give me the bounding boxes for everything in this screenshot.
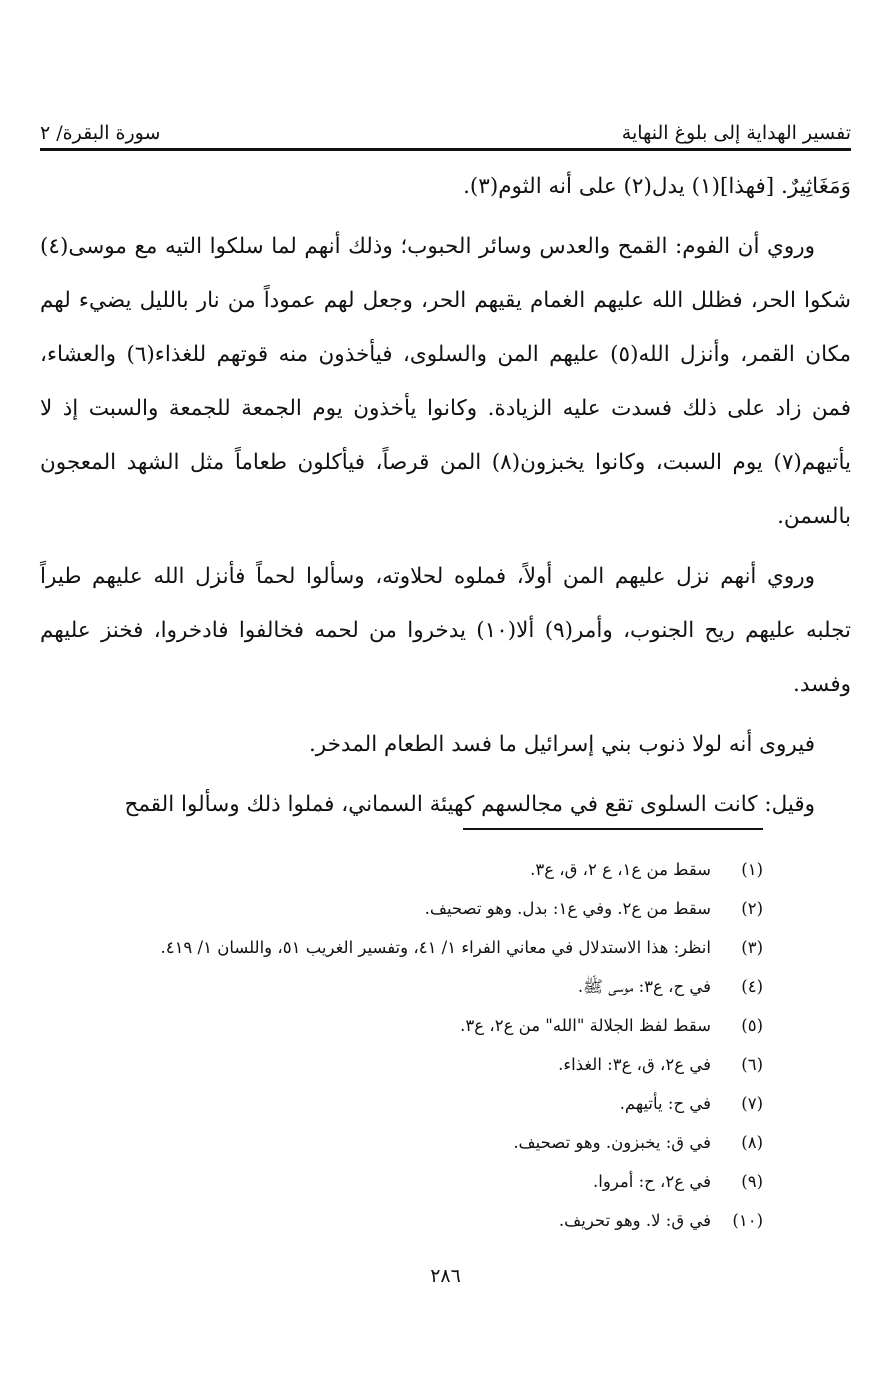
footnotes-list [40,850,763,1240]
paragraph: وَمَغَاثِيرٌ. [فهذا](١) يدل(٢) على أنه الثوم(٣). [463,174,851,199]
footnote-text: في ع٢، ح: أمروا. [593,1172,711,1191]
header-divider [40,148,851,151]
paragraph: وقيل: كانت السلوى تقع في مجالسهم كهيئة السماني، فملوا ذلك وسألوا القمح [124,792,815,817]
footnote-number: (٥) [741,1016,763,1035]
footnote-number: (٦) [741,1055,763,1074]
footnote-number: (٨) [741,1133,763,1152]
footnote-number: (١٠) [732,1211,763,1230]
footnote-text: في ق: لا. وهو تحريف. [558,1211,711,1230]
footnote-text: سقط من ع٢. وفي ع١: بدل. وهو تصحيف. [424,899,711,918]
footnote [40,889,763,928]
footnote [40,1084,763,1123]
footnote-text: في ع٢، ق، ع٣: الغذاء. [558,1055,711,1074]
paragraph: وروي أن الفوم: القمح والعدس وسائر الحبوب؛ وذلك أنهم لما سلكوا التيه مع موسى(٤) شكوا الحر، فظلل الله عليهم الغمام يقيهم الحر، وجعل لهم عموداً من نار بالليل يضيء لهم مكان القمر، وأنزل الله(٥) عليهم المن والسلوى، فيأخذون منه قوتهم للغذاء(٦) والعشاء، فمن زاد على ذلك فسدت عليه الزيادة. وكانوا يأخذون يوم الجمعة للجمعة والسبت إذ لا يأتيهم(٧) يوم السبت، وكانوا يخبزون(٨) المن قرصاً، فيأكلون طعاماً مثل الشهد المعجون بالسمن. [40,234,852,529]
surah-label: سورة البقرة/ ٢ [40,122,161,144]
paragraph: فيروى أنه لولا ذنوب بني إسرائيل ما فسد الطعام المدخر. [308,732,815,757]
footnote [40,1162,763,1201]
footnote-number: (٣) [741,938,763,957]
page-number: ٢٨٦ [430,1265,461,1287]
footnote [40,850,763,889]
footnote [40,1045,763,1084]
footnote-text: في ح: يأتيهم. [619,1094,711,1113]
book-title: تفسير الهداية إلى بلوغ النهاية [621,122,851,144]
footnote [40,967,763,1006]
footnote-divider [463,828,763,830]
footnote [40,1123,763,1162]
paragraph: وروي أنهم نزل عليهم المن أولاً، فملوه لحلاوته، وسألوا لحماً فأنزل الله عليهم طيراً تجلبه عليهم ريح الجنوب، وأمر(٩) ألا(١٠) يدخروا من لحمه فخالفوا فادخروا، فخنز عليهم وفسد. [40,564,851,697]
main-text [40,160,851,838]
footnote [40,928,763,967]
footnote-number: (٤) [741,977,763,996]
footnote-text: في ق: يخبزون. وهو تصحيف. [513,1133,711,1152]
footnote [40,1201,763,1240]
footnote-number: (٩) [741,1172,763,1191]
footnote-text: انظر: هذا الاستدلال في معاني الفراء ١/ ٤١، وتفسير الغريب ٥١، واللسان ١/ ٤١٩. [160,938,711,957]
footnote [40,1006,763,1045]
footnote-number: (٢) [741,899,763,918]
footnote-text: في ح، ع٣: موسى ﷺ. [577,977,711,996]
footnote-text: سقط من ع١، ع ٢، ق، ع٣. [530,860,711,879]
footnote-number: (٧) [741,1094,763,1113]
page-header [40,110,851,144]
footnote-number: (١) [741,860,763,879]
footnote-text: سقط لفظ الجلالة "الله" من ع٢، ع٣. [460,1016,711,1035]
